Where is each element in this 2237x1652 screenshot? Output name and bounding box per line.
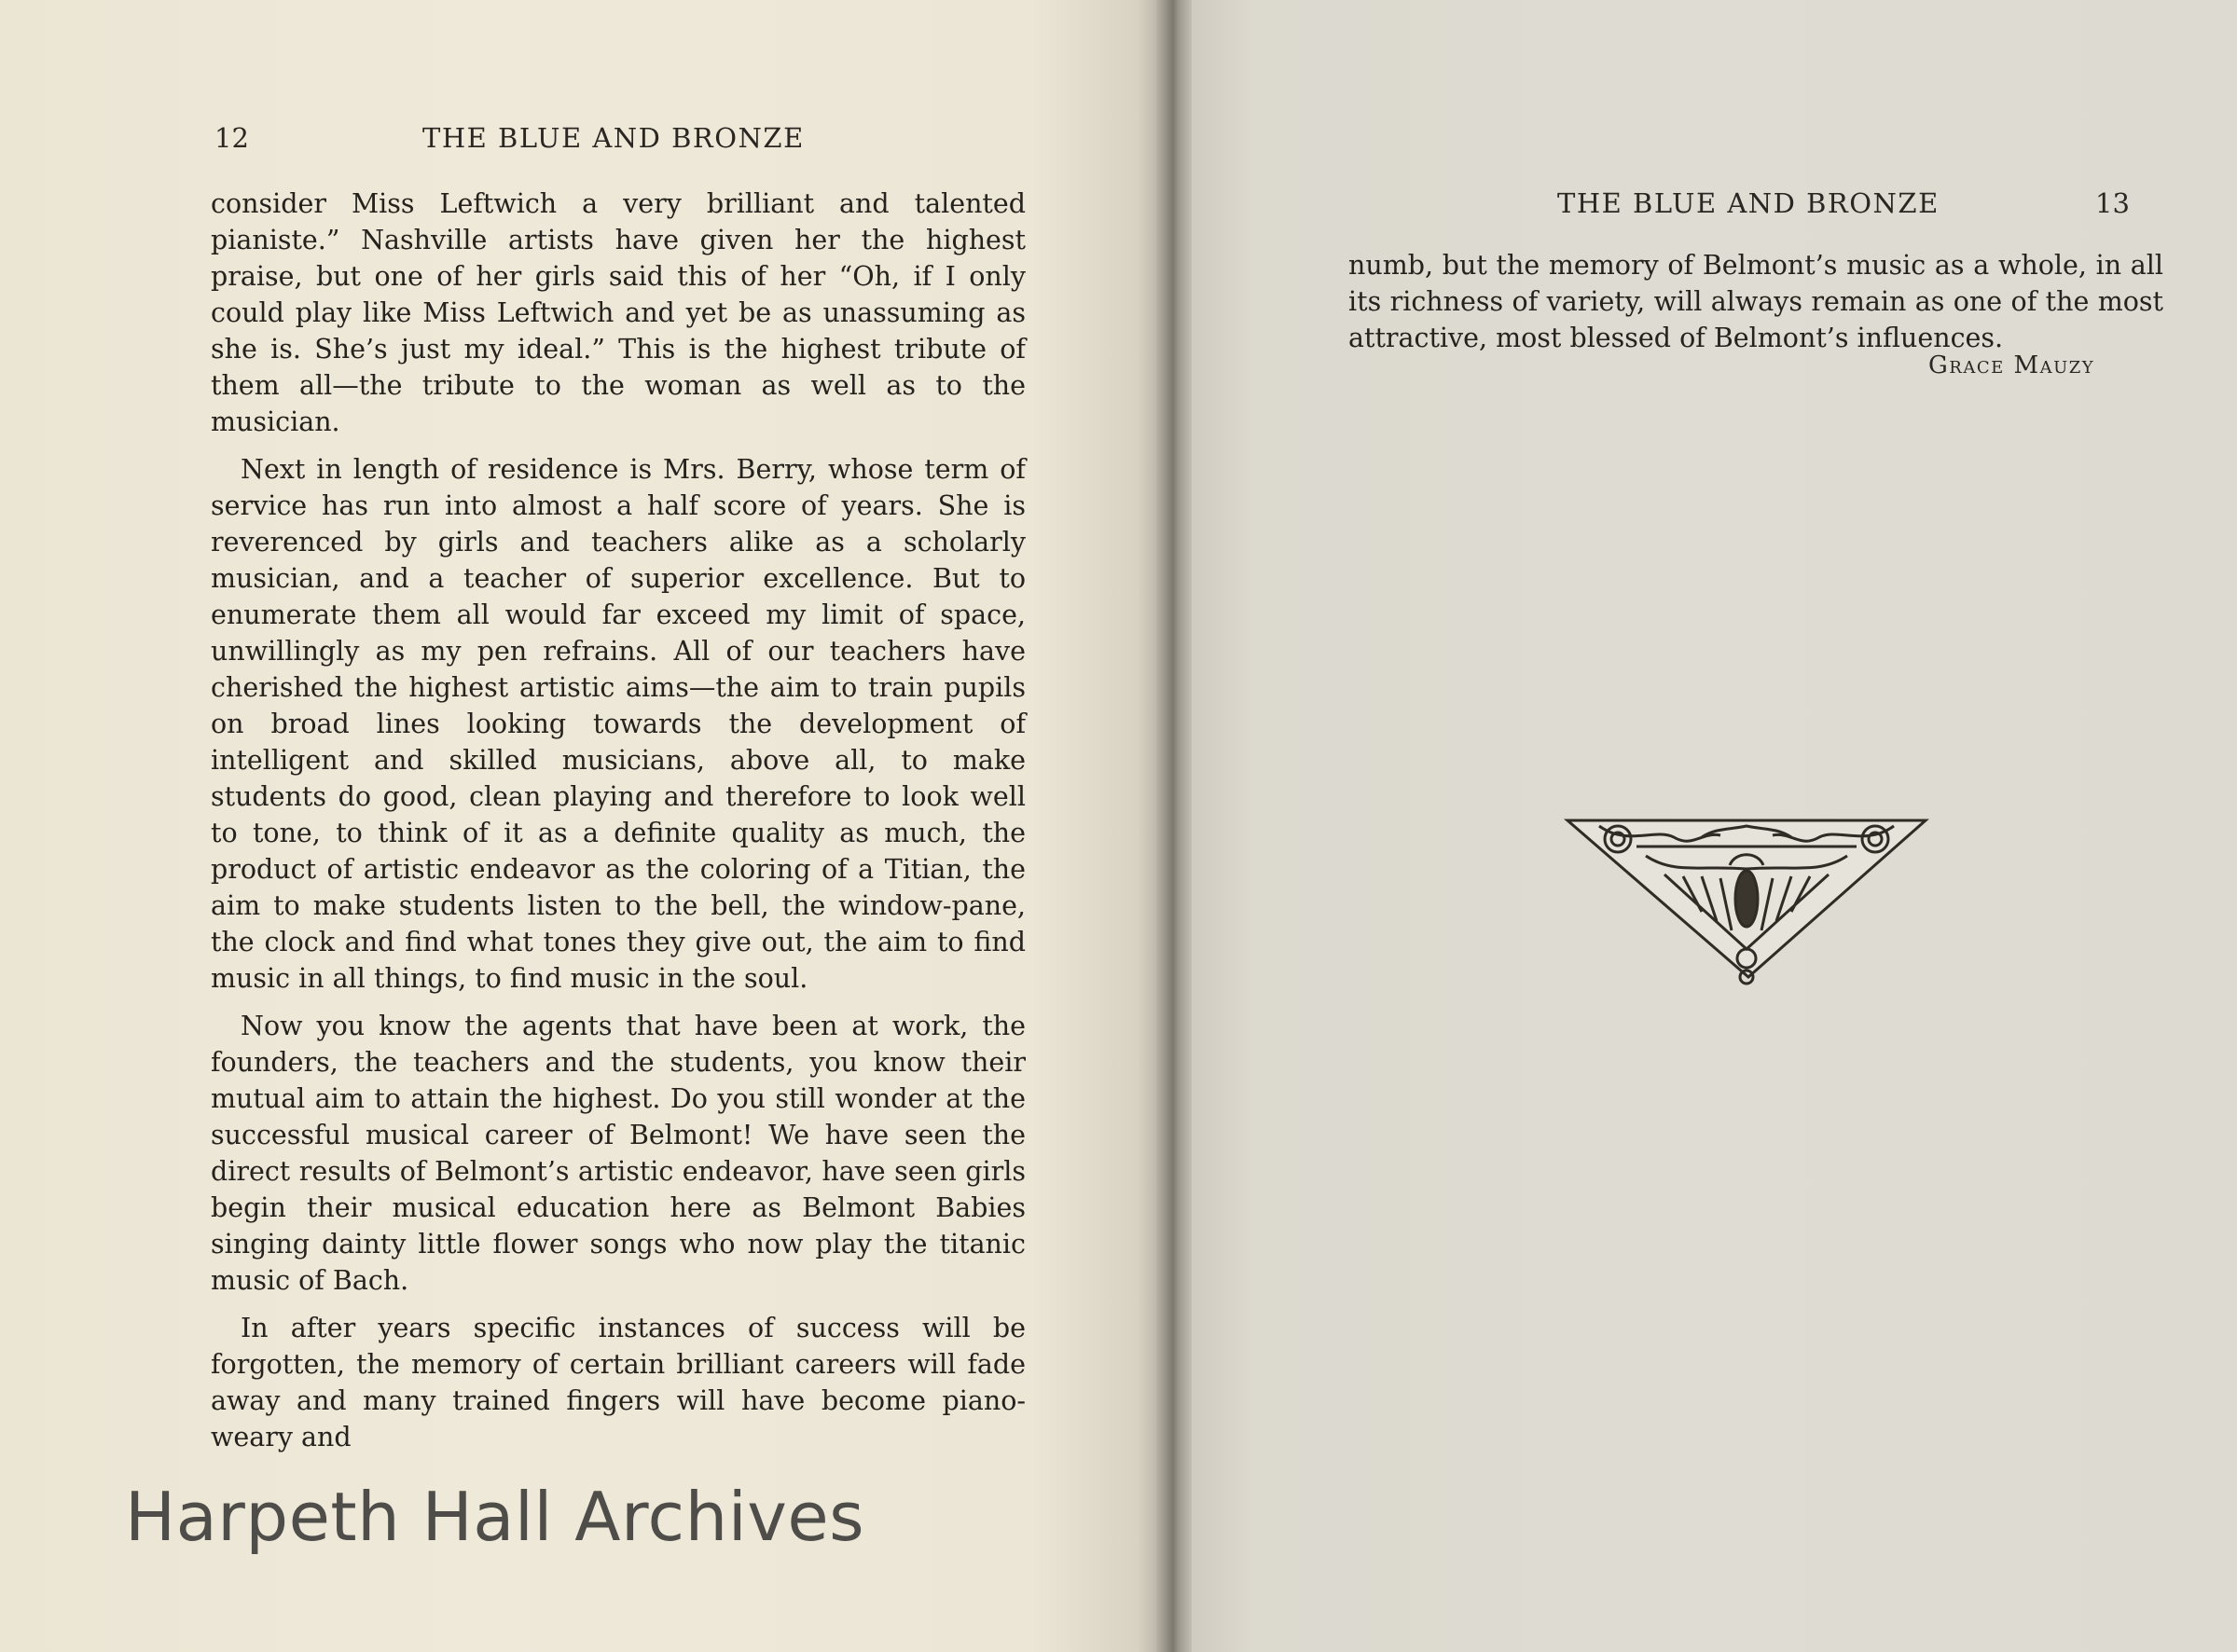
ornamental-vignette-icon — [1562, 809, 1931, 992]
archive-watermark: Harpeth Hall Archives — [125, 1478, 865, 1556]
running-head-right: THE BLUE AND BRONZE — [1557, 187, 1940, 219]
right-page-body — [1348, 247, 2163, 367]
paragraph: Next in length of residence is Mrs. Berry, whose term of service has run into almost a half score of years. She is reverenced by girls and teachers alike as a scholarly musician, and a teacher of superior excellence. But to enumerate them all would far exceed my limit of space, unwillingly as my pen refrains. All of our teachers have cherished the highest artistic aims—the aim to train pupils on broad lines looking towards the development of intelligent and skilled musicians, above all, to make students do good, clean playing and therefore to look well to tone, to think of it as a definite quality as much, the product of artistic endeavor as the coloring of a Titian, the aim to make students listen to the bell, the window-pane, the clock and find what tones they give out, the aim to find music in all things, to find music in the soul. — [211, 454, 1026, 994]
book-gutter — [1156, 0, 1194, 1652]
author-signature: Grace Mauzy — [1928, 351, 2095, 379]
left-page-body — [211, 186, 1026, 1466]
paragraph: Now you know the agents that have been at work, the founders, the teachers and the students, you know their mutual aim to attain the highest. Do you still wonder at the successful musical career of Belmont! We have seen the direct results of Belmont’s artistic endeavor, have seen girls begin their musical education here as Belmont Babies singing dainty little flower songs who now play the titanic music of Bach. — [211, 1011, 1026, 1296]
page-number-left: 12 — [214, 122, 249, 154]
paragraph: numb, but the memory of Belmont’s music as a whole, in all its richness of variety, will always remain as one of the most attractive, most blessed of Belmont’s influences. — [1348, 250, 2163, 353]
running-head-left: THE BLUE AND BRONZE — [422, 122, 805, 154]
paragraph: consider Miss Leftwich a very brilliant and talented pianiste.” Nashville artists have given her the highest praise, but one of her girls said this of her “Oh, if I only could play like Miss Leftwich and yet be as unassuming as she is. She’s just my ideal.” This is the highest tribute of them all—the tribute to the woman as well as to the musician. — [211, 188, 1026, 437]
paragraph: In after years specific instances of success will be forgotten, the memory of certain brilliant careers will fade away and many trained fingers will have become piano-weary and — [211, 1313, 1026, 1452]
page-number-right: 13 — [2095, 187, 2130, 219]
